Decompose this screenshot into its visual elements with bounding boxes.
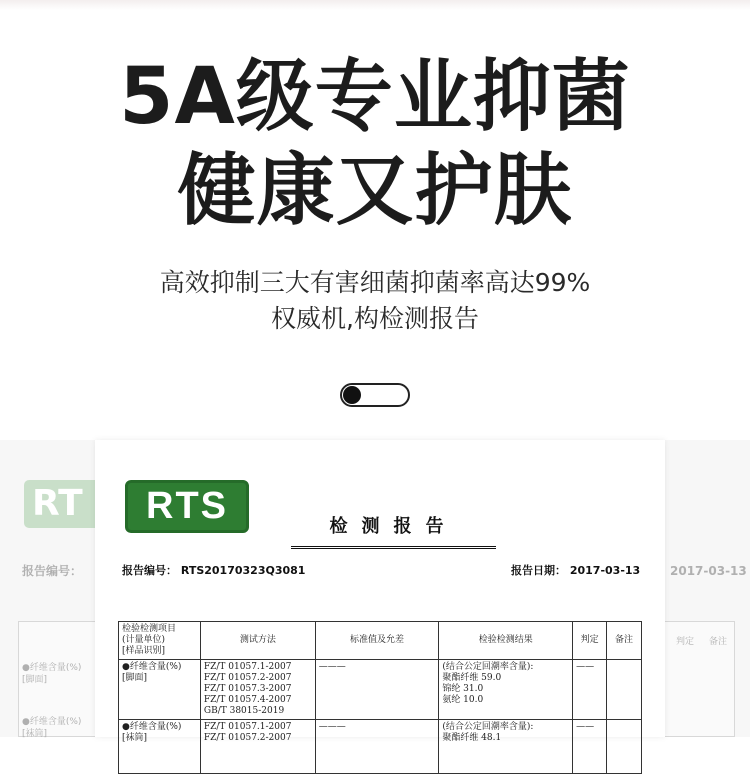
toggle-knob bbox=[343, 386, 361, 404]
row-standard: ——— bbox=[315, 660, 439, 720]
row-item bbox=[119, 660, 201, 720]
header-method: 测试方法 bbox=[200, 622, 315, 660]
row-item-line: [袜筒] bbox=[122, 733, 148, 743]
result-line: (结合公定回潮率含量): bbox=[442, 722, 534, 732]
method-line: FZ/T 01057.1-2007 bbox=[203, 722, 292, 732]
headline-line-2: 健康又护肤 bbox=[177, 146, 573, 236]
row-judge: —— bbox=[573, 720, 607, 774]
result-line: 聚酯纤维 59.0 bbox=[442, 673, 502, 683]
row-method bbox=[200, 660, 315, 720]
row-method bbox=[200, 720, 315, 774]
report-date bbox=[511, 562, 640, 578]
background-report-right bbox=[660, 440, 750, 737]
row-note bbox=[607, 660, 642, 720]
report-number-label: 报告编号： bbox=[122, 564, 177, 577]
method-line: FZ/T 01057.4-2007 bbox=[203, 695, 292, 705]
ghost-logo: RT bbox=[24, 480, 114, 528]
background-report-left bbox=[0, 440, 96, 737]
subline-line-2: 权威机,构检测报告 bbox=[271, 304, 479, 333]
row-result bbox=[439, 660, 573, 720]
row-result bbox=[439, 720, 573, 774]
row-item-line: [脚面] bbox=[122, 673, 148, 683]
row-item-line: ●纤维含量(%) bbox=[122, 722, 182, 732]
header-standard: 标准值及允差 bbox=[315, 622, 439, 660]
slide-indicator-toggle[interactable] bbox=[340, 383, 410, 407]
table-header-row bbox=[119, 622, 642, 660]
header-item-line: (计量单位) bbox=[122, 635, 166, 645]
report-title: 检测报告 bbox=[291, 512, 496, 549]
ghost-row-1: ●纤维含量(%) bbox=[22, 663, 82, 673]
ghost-table-right bbox=[660, 621, 735, 737]
ghost-row-1-sub: [脚面] bbox=[22, 675, 48, 685]
report-number-value: RTS20170323Q3081 bbox=[180, 564, 306, 577]
row-item bbox=[119, 720, 201, 774]
ghost-table-left bbox=[18, 621, 98, 737]
header-item-line: 检验检测项目 bbox=[122, 624, 177, 634]
ghost-col-judge: 判定 bbox=[676, 637, 695, 647]
results-table bbox=[118, 621, 642, 774]
result-line: 锦纶 31.0 bbox=[442, 684, 484, 694]
result-line: 聚酯纤维 48.1 bbox=[442, 733, 502, 743]
ghost-report-label: 报告编号： bbox=[22, 564, 83, 578]
ghost-row-2-sub: [袜筒] bbox=[22, 729, 48, 739]
report-date-value: 2017-03-13 bbox=[569, 564, 641, 577]
test-report-document bbox=[95, 440, 665, 743]
header-judge: 判定 bbox=[573, 622, 607, 660]
method-line: GB/T 38015-2019 bbox=[203, 706, 285, 716]
subline-line-1: 高效抑制三大有害细菌抑菌率高达99% bbox=[159, 268, 591, 297]
method-line: FZ/T 01057.1-2007 bbox=[203, 662, 292, 672]
header-result: 检验检测结果 bbox=[439, 622, 573, 660]
row-standard: ——— bbox=[315, 720, 439, 774]
method-line: FZ/T 01057.3-2007 bbox=[203, 684, 292, 694]
row-item-line: ●纤维含量(%) bbox=[122, 662, 182, 672]
row-judge: —— bbox=[573, 660, 607, 720]
top-band bbox=[0, 0, 750, 10]
header-item-line: [样品识别] bbox=[122, 646, 166, 656]
method-line: FZ/T 01057.2-2007 bbox=[203, 733, 292, 743]
ghost-date: 2017-03-13 bbox=[670, 564, 747, 578]
report-number bbox=[122, 562, 305, 578]
rts-logo bbox=[125, 480, 249, 533]
header-note: 备注 bbox=[607, 622, 642, 660]
rts-logo-text: RTS bbox=[146, 485, 228, 527]
table-row bbox=[119, 720, 642, 774]
report-date-label: 报告日期： bbox=[511, 564, 566, 577]
header-item bbox=[119, 622, 201, 660]
result-line: (结合公定回潮率含量): bbox=[442, 662, 534, 672]
result-line: 氨纶 10.0 bbox=[442, 695, 484, 705]
row-note bbox=[607, 720, 642, 774]
table-row bbox=[119, 660, 642, 720]
ghost-col-note: 备注 bbox=[709, 637, 728, 647]
ghost-row-2: ●纤维含量(%) bbox=[22, 717, 82, 727]
method-line: FZ/T 01057.2-2007 bbox=[203, 673, 292, 683]
headline-line-1: 5A级专业抑菌 bbox=[119, 52, 631, 142]
